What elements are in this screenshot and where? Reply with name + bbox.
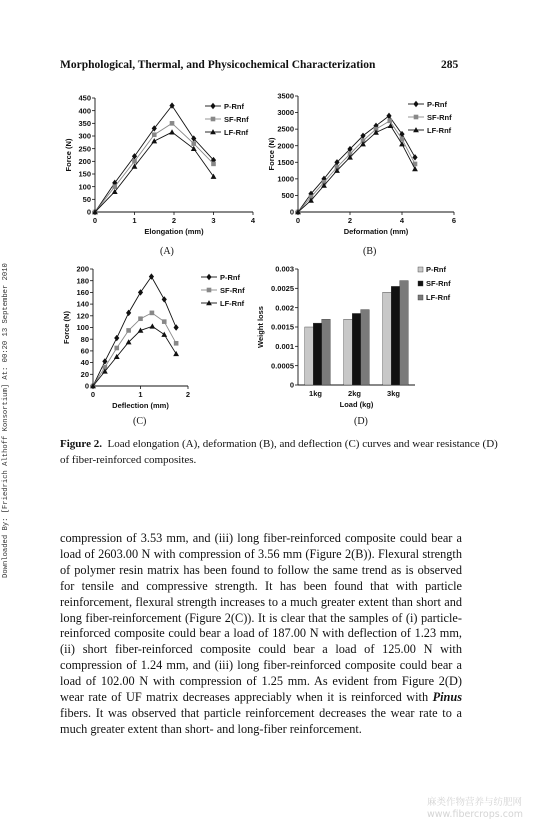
legend-label: LF-Rnf	[224, 128, 249, 137]
data-point	[211, 162, 216, 167]
y-tick-label: 3000	[277, 108, 294, 118]
y-axis-label: Force (N)	[62, 311, 71, 344]
y-tick-label: 3500	[277, 91, 294, 101]
chart-d	[256, 262, 468, 417]
y-tick-label: 450	[78, 93, 91, 103]
y-axis-label: Force (N)	[267, 137, 276, 171]
legend-label: SF-Rnf	[220, 286, 245, 295]
data-point	[132, 159, 137, 164]
y-tick-label: 1000	[277, 174, 294, 184]
x-tick-label: 2	[185, 390, 191, 399]
data-point	[387, 119, 392, 124]
y-tick-label: 80	[80, 334, 89, 344]
y-tick-label: 0	[86, 207, 91, 217]
y-tick-label: 0.003	[275, 264, 294, 274]
data-point	[191, 141, 196, 146]
legend-label: LF-Rnf	[426, 293, 451, 302]
y-tick-label: 0.0015	[271, 322, 294, 332]
panel-label-c: (C)	[133, 416, 147, 427]
x-tick-label: 3	[211, 216, 216, 225]
y-tick-label: 0.0005	[271, 361, 294, 371]
data-point	[150, 311, 155, 316]
legend-marker	[207, 288, 212, 293]
data-point	[126, 310, 131, 316]
y-tick-label: 40	[80, 358, 89, 368]
data-point	[173, 351, 179, 356]
x-tick-label: 2	[347, 216, 353, 225]
download-side-note: Downloaded By: [Friedrich Althoff Konsortium] At: 00:20 13 September 2010	[2, 263, 10, 578]
y-tick-label: 180	[76, 276, 89, 286]
y-tick-label: 0.002	[275, 303, 294, 313]
data-point	[174, 324, 179, 330]
legend-marker	[206, 274, 211, 280]
y-axis-label: Force (N)	[64, 138, 73, 172]
bar-LF-Rnf	[322, 319, 331, 385]
y-tick-label: 50	[82, 194, 91, 204]
paragraph	[60, 531, 462, 738]
body-text	[60, 531, 462, 738]
panel-label-d: (D)	[354, 416, 368, 427]
legend-marker	[210, 103, 215, 109]
page-number: 285	[441, 59, 459, 71]
data-point	[114, 335, 119, 341]
legend-label: SF-Rnf	[224, 115, 249, 124]
bar-SF-Rnf	[391, 286, 400, 385]
bar-P-Rnf	[383, 292, 392, 385]
legend-label: SF-Rnf	[426, 279, 451, 288]
x-tick-label: 0	[90, 390, 96, 399]
data-point	[114, 346, 119, 351]
y-tick-label: 0	[289, 207, 294, 217]
panel-label-b: (B)	[363, 246, 377, 257]
series-line-SF-Rnf	[298, 121, 415, 212]
data-point	[162, 319, 167, 324]
legend-marker	[414, 115, 419, 120]
x-tick-label: 1	[138, 390, 143, 399]
y-tick-label: 0	[84, 381, 89, 391]
legend-label: LF-Rnf	[220, 299, 245, 308]
y-tick-label: 120	[76, 311, 89, 321]
watermark-line-1: 麻类作物营养与纺肥网	[427, 797, 523, 808]
bar-LF-Rnf	[361, 310, 370, 385]
x-axis-label: Elongation (mm)	[144, 227, 204, 236]
y-tick-label: 500	[281, 191, 294, 201]
paragraph-tail: fibers. It was observed that particle reinforcement decreases the wear rate to a much greater extent than short- and long-fiber reinforcement.	[60, 705, 462, 736]
data-point	[161, 332, 167, 337]
x-tick-label: 0	[92, 216, 98, 225]
figure-caption	[60, 436, 500, 468]
y-tick-label: 300	[78, 131, 91, 141]
data-point	[412, 166, 418, 171]
x-tick-label: 1	[132, 216, 137, 225]
legend-label: P-Rnf	[224, 102, 244, 111]
x-axis-label: Load (kg)	[339, 400, 374, 409]
y-tick-label: 150	[78, 169, 91, 179]
x-tick-label: 2kg	[348, 389, 361, 398]
legend-label: LF-Rnf	[427, 126, 452, 135]
series-line-LF-Rnf	[298, 126, 415, 212]
y-tick-label: 20	[80, 369, 89, 379]
chart-a	[60, 90, 260, 250]
y-tick-label: 2500	[277, 124, 294, 134]
y-tick-label: 60	[80, 346, 89, 356]
y-tick-label: 200	[76, 264, 89, 274]
y-tick-label: 100	[78, 182, 91, 192]
y-tick-label: 0.0025	[271, 283, 294, 293]
x-tick-label: 4	[250, 216, 256, 225]
watermark	[427, 797, 523, 821]
bar-P-Rnf	[305, 327, 314, 385]
data-point	[169, 129, 175, 134]
bar-SF-Rnf	[352, 313, 361, 385]
paragraph-text: compression of 3.53 mm, and (iii) long fiber-reinforced composite could bear a load of 2603.00 N with compression of 3.56 mm (Figure 2(B)). Flexural strength of polymer resin matrix has been found to follow the same trend as is observed for tensile and compressive strength. It has been found that with particle reinforcement, flexural strength increases to a much greater extent than short and long fiber-reinforcement (Figure 2(C)). It is clear that the samples of (i) particle-reinforced composite could bear a load of 187.00 N with deflection of 1.23 mm, (ii) short fiber-reinforced composite could bear a load of 125.00 N with compression of 1.24 mm, and (iii) long fiber-reinforced composite could bear a load of 102.00 N with compression of 1.25 mm. As evident from Figure 2(D) wear rate of UF matrix decreases appreciably when it is reinforced with	[60, 531, 462, 705]
series-line-P-Rnf	[298, 116, 415, 212]
legend-marker	[413, 101, 418, 107]
y-axis-label: Weight loss	[256, 306, 265, 348]
data-point	[191, 146, 197, 151]
x-tick-label: 4	[399, 216, 405, 225]
legend-swatch	[418, 295, 423, 300]
legend-marker	[211, 117, 216, 122]
data-point	[162, 296, 167, 302]
series-line-P-Rnf	[95, 106, 214, 212]
x-axis-label: Deformation (mm)	[343, 227, 409, 236]
data-point	[112, 184, 117, 189]
y-tick-label: 400	[78, 106, 91, 116]
panel-label-a: (A)	[160, 246, 174, 257]
chart-b	[268, 90, 468, 250]
data-point	[152, 132, 157, 137]
x-tick-label: 1kg	[309, 389, 322, 398]
x-axis-label: Deflection (mm)	[112, 401, 169, 410]
y-tick-label: 200	[78, 156, 91, 166]
legend-label: P-Rnf	[427, 100, 447, 109]
x-tick-label: 2	[171, 216, 177, 225]
y-tick-label: 160	[76, 288, 89, 297]
bar-LF-Rnf	[400, 281, 409, 385]
data-point	[174, 341, 179, 346]
x-tick-label: 0	[295, 216, 301, 225]
legend-label: SF-Rnf	[427, 113, 452, 122]
x-tick-label: 6	[451, 216, 457, 225]
legend-swatch	[418, 267, 423, 272]
y-tick-label: 0	[289, 380, 294, 390]
caption-label: Figure 2.	[60, 438, 102, 450]
x-tick-label: 3kg	[387, 389, 400, 398]
y-tick-label: 350	[78, 118, 91, 128]
bar-P-Rnf	[344, 319, 353, 385]
y-tick-label: 100	[76, 323, 89, 333]
legend-label: P-Rnf	[426, 265, 446, 274]
italic-term: Pinus	[432, 690, 462, 705]
running-header-title: Morphological, Thermal, and Physicochemical Characterization	[60, 59, 376, 71]
data-point	[149, 323, 155, 328]
y-tick-label: 2000	[277, 141, 294, 151]
data-point	[126, 328, 131, 333]
y-tick-label: 1500	[277, 157, 294, 167]
y-tick-label: 0.001	[275, 341, 294, 351]
chart-c	[60, 262, 260, 417]
data-point	[151, 138, 157, 143]
legend-swatch	[418, 281, 423, 286]
caption-text: Load elongation (A), deformation (B), and deflection (C) curves and wear resistance (D) of fiber-reinforced composites.	[60, 438, 498, 466]
bar-SF-Rnf	[313, 323, 322, 385]
data-point	[138, 316, 143, 321]
data-point	[170, 121, 175, 126]
legend-label: P-Rnf	[220, 273, 240, 282]
watermark-line-2: www.fibercrops.com	[427, 809, 524, 820]
y-tick-label: 250	[78, 144, 91, 154]
y-tick-label: 140	[76, 299, 89, 309]
